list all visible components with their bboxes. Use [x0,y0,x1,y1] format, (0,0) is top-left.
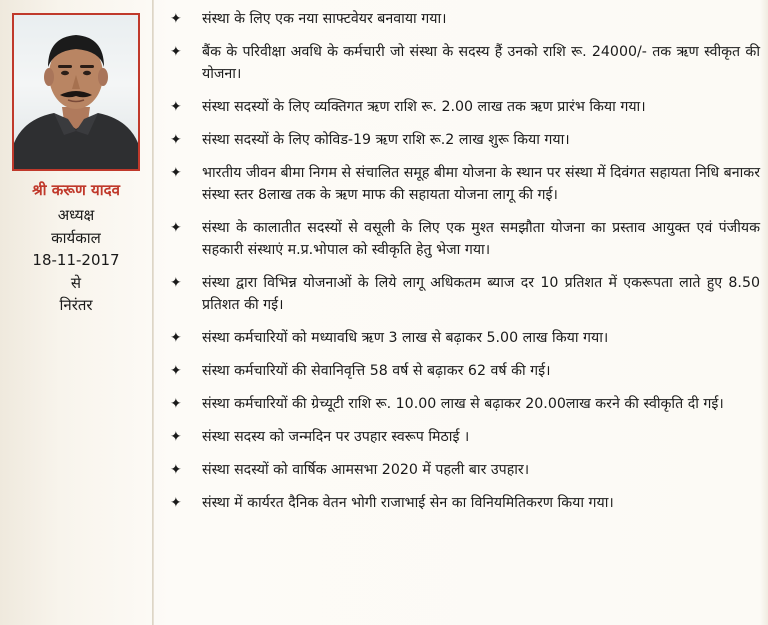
achievement-item [170,129,760,151]
star-bullet-icon: ✦ [170,165,182,181]
star-bullet-icon: ✦ [170,330,182,346]
achievement-text: संस्था कर्मचारियों की ग्रेच्यूटी राशि रू. 10.00 लाख से बढ़ाकर 20.00लाख करने की स्वीकृति दी गई। [202,396,724,412]
tenure-end: निरंतर [59,296,93,314]
tenure-start-date: 18-11-2017 [32,251,120,269]
star-bullet-icon: ✦ [170,44,182,60]
tenure-label: कार्यकाल [51,229,101,247]
star-bullet-icon: ✦ [170,11,182,27]
achievement-text: संस्था के कालातीत सदस्यों से वसूली के लिए एक मुश्त समझौता योजना का प्रस्ताव आयुक्त एवं पंजीयक सहकारी संस्थाएं म.प्र.भोपाल को स्वीकृति हेतु भेजा गया। [202,220,760,258]
portrait-illustration [14,15,138,169]
achievement-item [170,96,760,118]
achievement-text: संस्था में कार्यरत दैनिक वेतन भोगी राजाभाई सेन का विनियमितिकरण किया गया। [202,495,614,511]
achievement-item [170,327,760,349]
achievement-item [170,41,760,85]
star-bullet-icon: ✦ [170,396,182,412]
achievement-item [170,217,760,261]
profile-panel [0,0,152,625]
achievements-list [170,8,760,525]
profile-designation: अध्यक्ष [57,206,95,224]
star-bullet-icon: ✦ [170,462,182,478]
achievement-text: बैंक के परिवीक्षा अवधि के कर्मचारी जो संस्था के सदस्य हैं उनको राशि रू. 24000/- तक ऋण स्वीकृत की योजना। [202,44,760,82]
tenure-to: से [70,274,82,292]
achievement-text: संस्था सदस्यों के लिए कोविड-19 ऋण राशि रू.2 लाख शुरू किया गया। [202,132,570,148]
profile-photo [12,13,140,171]
profile-name: श्री करूण यादव [32,181,120,199]
achievement-item [170,426,760,448]
achievement-text: संस्था सदस्य को जन्मदिन पर उपहार स्वरूप मिठाई । [202,429,470,445]
achievement-text: संस्था कर्मचारियों को मध्यावधि ऋण 3 लाख से बढ़ाकर 5.00 लाख किया गया। [202,330,609,346]
achievement-text: संस्था सदस्यों को वार्षिक आमसभा 2020 में पहली बार उपहार। [202,462,530,478]
achievement-text: संस्था कर्मचारियों की सेवानिवृत्ति 58 वर्ष से बढ़ाकर 62 वर्ष की गई। [202,363,551,379]
achievement-text: भारतीय जीवन बीमा निगम से संचालित समूह बीमा योजना के स्थान पर संस्था में दिवंगत सहायता निधि बनाकर संस्था स्तर 8लाख तक के ऋण माफ की सहायता योजना लागू की गई। [202,165,760,203]
star-bullet-icon: ✦ [170,132,182,148]
column-divider [152,0,154,625]
star-bullet-icon: ✦ [170,363,182,379]
achievement-item [170,162,760,206]
achievement-item [170,272,760,316]
star-bullet-icon: ✦ [170,99,182,115]
achievement-item [170,8,760,30]
achievement-item [170,360,760,382]
achievement-text: संस्था द्वारा विभिन्न योजनाओं के लिये लागू अधिकतम ब्याज दर 10 प्रतिशत में एकरूपता लाते हुए 8.50 प्रतिशत की गई। [202,275,760,313]
star-bullet-icon: ✦ [170,275,182,291]
achievement-item [170,459,760,481]
achievement-text: संस्था के लिए एक नया साफ्टवेयर बनवाया गया। [202,11,447,27]
star-bullet-icon: ✦ [170,220,182,236]
achievement-text: संस्था सदस्यों के लिए व्यक्तिगत ऋण राशि रू. 2.00 लाख तक ऋण प्रारंभ किया गया। [202,99,646,115]
star-bullet-icon: ✦ [170,495,182,511]
star-bullet-icon: ✦ [170,429,182,445]
achievement-item [170,492,760,514]
achievement-item [170,393,760,415]
